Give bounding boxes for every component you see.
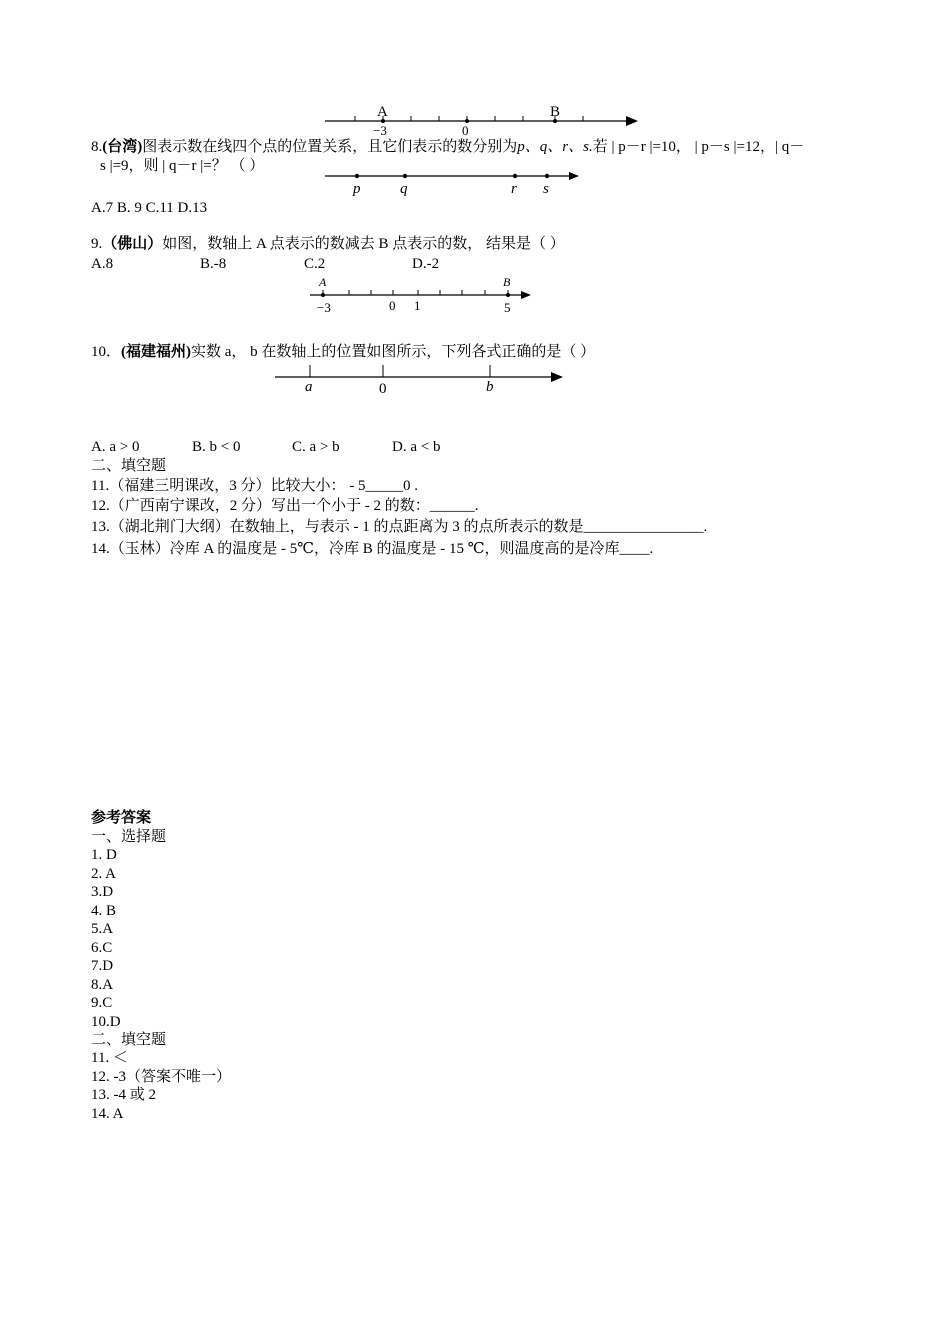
q10-source: (福建福州) (121, 344, 192, 360)
answer-14: 14. A (91, 1106, 124, 1122)
section-2-title: 二、填空题 (91, 458, 167, 474)
label-r: r (511, 181, 517, 197)
answer-6: 6.C (91, 940, 113, 956)
q10-option-a: A. a > 0 (91, 439, 140, 455)
q8-options: A.7 B. 9 C.11 D.13 (91, 200, 208, 216)
q9-option-b: B.-8 (200, 256, 227, 272)
tick-neg3: −3 (373, 123, 387, 138)
answer-7: 7.D (91, 958, 114, 974)
answer-10: 10.D (91, 1014, 121, 1030)
answer-9: 9.C (91, 995, 113, 1011)
q8-vars: p、q、r、s. (517, 139, 593, 155)
answer-2: 2. A (91, 866, 117, 882)
q10-label-b: b (486, 379, 494, 395)
q9-source: （佛山） (102, 236, 163, 252)
q10-text: 实数 a， b 在数轴上的位置如图所示，下列各式正确的是（ ） (191, 344, 596, 360)
q10-label-a: a (305, 379, 313, 395)
point-a-label: A (377, 104, 388, 120)
q10-option-d: D. a < b (392, 439, 441, 455)
q10-label-0: 0 (379, 381, 387, 396)
q9-point-a: A (319, 275, 327, 289)
q8-text2: 若 | p－r |=10， | p－s |=12，| q－ (592, 139, 805, 155)
q10-option-b: B. b < 0 (192, 439, 241, 455)
question-13: 13.（湖北荆门大纲）在数轴上，与表示 - 1 的点距离为 3 的点所表示的数是________________. (91, 519, 708, 535)
question-8 (91, 138, 804, 156)
q8-line2: s |=9，则 | q－r |=？ （ ） (100, 158, 265, 174)
q9-text: 如图，数轴上 A 点表示的数减去 B 点表示的数， 结果是（ ） (162, 236, 565, 252)
q9-option-c: C.2 (304, 256, 326, 272)
question-14: 14.（玉林）冷库 A 的温度是 - 5℃，冷库 B 的温度是 - 15 ℃，则温度高的是冷库____. (91, 541, 654, 557)
q10-number: 10． (91, 344, 122, 360)
label-p: p (353, 181, 361, 197)
top-number-line (320, 100, 650, 140)
question-11: 11.（福建三明课改，3 分）比较大小： - 5_____0 . (91, 478, 418, 494)
q9-tick-5: 5 (504, 300, 511, 315)
label-q: q (400, 181, 408, 197)
answers-title: 参考答案 (91, 810, 152, 826)
label-s: s (543, 181, 549, 197)
q9-tick-1: 1 (414, 298, 421, 313)
q10-number-line (270, 360, 570, 396)
answer-8: 8.A (91, 977, 114, 993)
answer-4: 4. B (91, 903, 117, 919)
answer-11: 11. ＜ (91, 1050, 128, 1066)
question-12: 12.（广西南宁课改，2 分）写出一个小于 - 2 的数：______. (91, 498, 479, 514)
tick-0: 0 (462, 123, 469, 138)
q8-number: 8. (91, 139, 103, 155)
q9-option-d: D.-2 (412, 256, 440, 272)
q9-tick-neg3: −3 (317, 300, 331, 315)
q9-option-a: A.8 (91, 256, 114, 272)
q8-source: (台湾) (102, 139, 143, 155)
answers-section-2: 二、填空题 (91, 1032, 167, 1048)
q8-number-line (320, 167, 590, 197)
question-10 (91, 343, 595, 361)
q9-point-b: B (503, 275, 511, 289)
answer-12: 12. -3（答案不唯一） (91, 1069, 231, 1085)
answer-5: 5.A (91, 921, 114, 937)
q8-text1: 图表示数在线四个点的位置关系，且它们表示的数分别为 (142, 139, 518, 155)
q9-tick-0: 0 (389, 298, 396, 313)
q9-number-line (305, 274, 540, 316)
q9-number: 9. (91, 236, 103, 252)
q10-option-c: C. a > b (292, 439, 340, 455)
answer-3: 3.D (91, 884, 114, 900)
point-b-label: B (550, 104, 561, 120)
question-9 (91, 235, 565, 253)
answers-section-1: 一、选择题 (91, 829, 167, 845)
answer-1: 1. D (91, 847, 117, 863)
answer-13: 13. -4 或 2 (91, 1087, 156, 1103)
